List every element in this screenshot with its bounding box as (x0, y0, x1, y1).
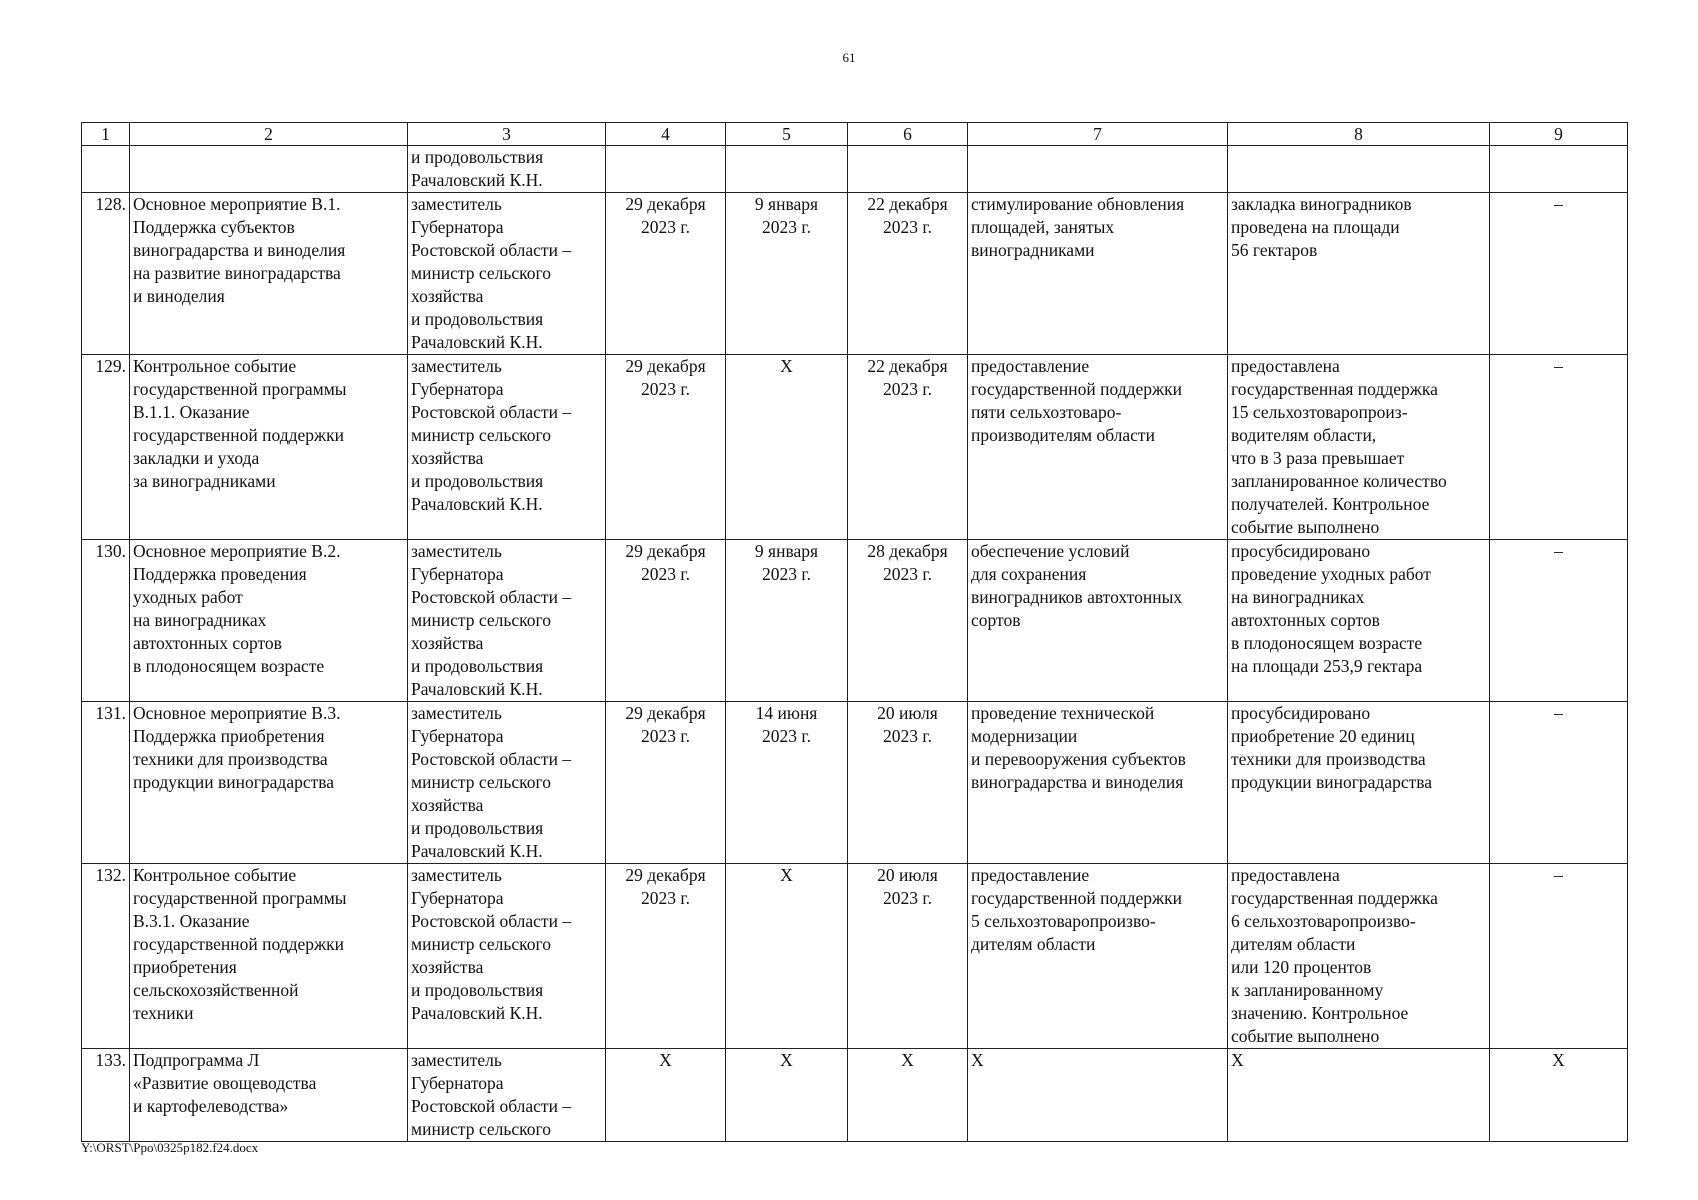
cell-responsible-text: заместитель Губернатора Ростовской области – министр сельского (411, 1050, 572, 1139)
cell-plan-date-text: Х (659, 1050, 672, 1070)
cell-plan-date (606, 355, 726, 540)
cell-note (1490, 193, 1628, 355)
cell-plan-date (606, 702, 726, 864)
cell-responsible-text: заместитель Губернатора Ростовской области – министр сельского хозяйства и продовольствия Рачаловский К.Н. (411, 194, 572, 352)
cell-plan-date-text: 29 декабря 2023 г. (625, 541, 706, 584)
cell-planned-result-text: проведение технической модернизации и перевооружения субъектов виноградарства и виноделия (971, 703, 1186, 792)
cell-end-date (848, 1049, 968, 1142)
cell-planned-result (968, 702, 1228, 864)
cell-responsible (408, 864, 606, 1049)
cell-empty (130, 146, 408, 193)
header-col-6: 6 (848, 123, 968, 146)
cell-note-text: – (1554, 703, 1563, 723)
cell-event-name-text: Основное мероприятие В.3. Поддержка приобретения техники для производства продукции виноградарства (133, 703, 341, 792)
cell-plan-date (606, 1049, 726, 1142)
table-row (82, 540, 1628, 702)
cell-plan-date-text: 29 декабря 2023 г. (625, 865, 706, 908)
cell-end-date-text: 22 декабря 2023 г. (867, 356, 948, 399)
cell-start-date (726, 540, 848, 702)
cell-note-text: – (1554, 541, 1563, 561)
cell-actual-result (1228, 702, 1490, 864)
header-col-3: 3 (408, 123, 606, 146)
cell-start-date (726, 1049, 848, 1142)
cell-planned-result (968, 540, 1228, 702)
cell-planned-result (968, 193, 1228, 355)
cell-row-number (82, 864, 130, 1049)
cell-empty (606, 146, 726, 193)
cell-event-name-text: Основное мероприятие В.2. Поддержка проведения уходных работ на виноградниках автохтонных сортов в плодоносящем возрасте (133, 541, 341, 676)
cell-planned-result-text: стимулирование обновления площадей, занятых виноградниками (971, 194, 1185, 260)
header-col-2: 2 (130, 123, 408, 146)
cell-event-name (130, 864, 408, 1049)
cell-empty (1490, 146, 1628, 193)
cell-end-date (848, 702, 968, 864)
cell-end-date-text: 28 декабря 2023 г. (867, 541, 948, 584)
cell-actual-result (1228, 540, 1490, 702)
cell-start-date-text: 14 июня 2023 г. (755, 703, 818, 746)
cell-empty (1228, 146, 1490, 193)
cell-row-number (82, 193, 130, 355)
cell-actual-result-text: предоставлена государственная поддержка 6 сельхозтоваропроизво- дителям области или 120 процентов к запланированному значению. Контрольное событие выполнено (1231, 865, 1438, 1046)
cell-note (1490, 702, 1628, 864)
cell-planned-result-text: предоставление государственной поддержки пяти сельхозтоваро- производителям области (971, 356, 1182, 445)
cell-actual-result-text: предоставлена государственная поддержка 15 сельхозтоваропроиз- водителям области, что в 3 раза превышает запланированное количество получателей. Контрольное событие выполнено (1231, 356, 1447, 537)
cell-event-name-text: Контрольное событие государственной программы В.3.1. Оказание государственной поддержки приобретения сельскохозяйственной техники (133, 865, 347, 1023)
cell-responsible (408, 355, 606, 540)
cell-start-date (726, 193, 848, 355)
table-row (82, 864, 1628, 1049)
cell-planned-result-text: Х (971, 1050, 984, 1070)
cell-plan-date (606, 540, 726, 702)
cell-start-date-text: 9 января 2023 г. (754, 541, 819, 584)
cell-note-text: Х (1552, 1050, 1565, 1070)
cell-note (1490, 540, 1628, 702)
header-col-8: 8 (1228, 123, 1490, 146)
header-col-5: 5 (726, 123, 848, 146)
cell-start-date-text: 9 января 2023 г. (754, 194, 819, 237)
cell-start-date-text: Х (780, 865, 793, 885)
cell-row-number-text: 131. (95, 703, 126, 723)
table-row (82, 702, 1628, 864)
header-col-9: 9 (1490, 123, 1628, 146)
cell-start-date (726, 864, 848, 1049)
cell-actual-result-text: Х (1231, 1050, 1244, 1070)
cell-event-name (130, 193, 408, 355)
cell-start-date (726, 355, 848, 540)
cell-plan-date (606, 193, 726, 355)
cell-responsible (408, 146, 606, 193)
cell-row-number (82, 355, 130, 540)
cell-responsible (408, 540, 606, 702)
cell-row-number (82, 1049, 130, 1142)
cell-note (1490, 1049, 1628, 1142)
header-row (82, 123, 1628, 146)
cell-row-number (82, 540, 130, 702)
table-row (82, 355, 1628, 540)
header-col-1: 1 (82, 123, 130, 146)
cell-responsible (408, 193, 606, 355)
cell-row-number-text: 128. (95, 194, 126, 214)
cell-empty (726, 146, 848, 193)
cell-row-number-text: 132. (95, 865, 126, 885)
table-row (82, 1049, 1628, 1142)
cell-actual-result-text: просубсидировано приобретение 20 единиц техники для производства продукции виноградарства (1231, 703, 1433, 792)
cell-row-number-text: 129. (95, 356, 126, 376)
cell-plan-date-text: 29 декабря 2023 г. (625, 356, 706, 399)
cell-row-number-text: 130. (95, 541, 126, 561)
cell-end-date (848, 355, 968, 540)
continuation-row (82, 146, 1628, 193)
cell-start-date-text: Х (780, 356, 793, 376)
cell-responsible (408, 702, 606, 864)
footer-file-path: Y:\ORST\Ppo\0325p182.f24.docx (81, 1140, 259, 1155)
cell-end-date (848, 193, 968, 355)
cell-end-date-text: Х (901, 1050, 914, 1070)
cell-empty (968, 146, 1228, 193)
cell-note (1490, 355, 1628, 540)
cell-actual-result (1228, 355, 1490, 540)
cell-note-text: – (1554, 356, 1563, 376)
cell-plan-date (606, 864, 726, 1049)
cell-row-number-text: 133. (95, 1050, 126, 1070)
cell-end-date (848, 540, 968, 702)
cell-end-date-text: 20 июля 2023 г. (877, 865, 938, 908)
cell-plan-date-text: 29 декабря 2023 г. (625, 703, 706, 746)
header-col-7: 7 (968, 123, 1228, 146)
cell-actual-result-text: просубсидировано проведение уходных работ на виноградниках автохтонных сортов в плодоносящем возрасте на площади 253,9 гектара (1231, 541, 1431, 676)
cell-actual-result (1228, 1049, 1490, 1142)
cell-plan-date-text: 29 декабря 2023 г. (625, 194, 706, 237)
cell-note-text: – (1554, 194, 1563, 214)
cell-event-name-text: Контрольное событие государственной программы В.1.1. Оказание государственной поддержки закладки и ухода за виноградниками (133, 356, 347, 491)
cell-start-date (726, 702, 848, 864)
report-table (81, 122, 1628, 1142)
cell-planned-result (968, 1049, 1228, 1142)
cell-responsible-text: заместитель Губернатора Ростовской области – министр сельского хозяйства и продовольствия Рачаловский К.Н. (411, 865, 572, 1023)
cell-event-name-text: Подпрограмма Л «Развитие овощеводства и картофелеводства» (133, 1050, 317, 1116)
cell-actual-result-text: закладка виноградников проведена на площади 56 гектаров (1231, 194, 1412, 260)
cell-event-name-text: Основное мероприятие В.1. Поддержка субъектов виноградарства и виноделия на развитие виноградарства и виноделия (133, 194, 346, 306)
cell-planned-result (968, 355, 1228, 540)
cell-responsible-text: заместитель Губернатора Ростовской области – министр сельского хозяйства и продовольствия Рачаловский К.Н. (411, 541, 572, 699)
cell-end-date-text: 22 декабря 2023 г. (867, 194, 948, 237)
cell-planned-result (968, 864, 1228, 1049)
cell-planned-result-text: предоставление государственной поддержки 5 сельхозтоваропроизво- дителям области (971, 865, 1182, 954)
cell-row-number (82, 702, 130, 864)
page-number: 61 (842, 50, 856, 65)
cell-end-date (848, 864, 968, 1049)
cell-planned-result-text: обеспечение условий для сохранения виноградников автохтонных сортов (971, 541, 1183, 630)
header-col-4: 4 (606, 123, 726, 146)
cell-event-name (130, 540, 408, 702)
cell-note-text: – (1554, 865, 1563, 885)
cell-event-name (130, 355, 408, 540)
cell-responsible-text: заместитель Губернатора Ростовской области – министр сельского хозяйства и продовольствия Рачаловский К.Н. (411, 703, 572, 861)
cell-event-name (130, 1049, 408, 1142)
cell-end-date-text: 20 июля 2023 г. (877, 703, 938, 746)
table-row (82, 193, 1628, 355)
cell-responsible-text: заместитель Губернатора Ростовской области – министр сельского хозяйства и продовольствия Рачаловский К.Н. (411, 356, 572, 514)
cell-event-name (130, 702, 408, 864)
responsible-text: и продовольствия Рачаловский К.Н. (411, 147, 544, 190)
cell-empty (82, 146, 130, 193)
cell-empty (848, 146, 968, 193)
cell-responsible (408, 1049, 606, 1142)
cell-actual-result (1228, 193, 1490, 355)
cell-actual-result (1228, 864, 1490, 1049)
cell-note (1490, 864, 1628, 1049)
cell-start-date-text: Х (780, 1050, 793, 1070)
